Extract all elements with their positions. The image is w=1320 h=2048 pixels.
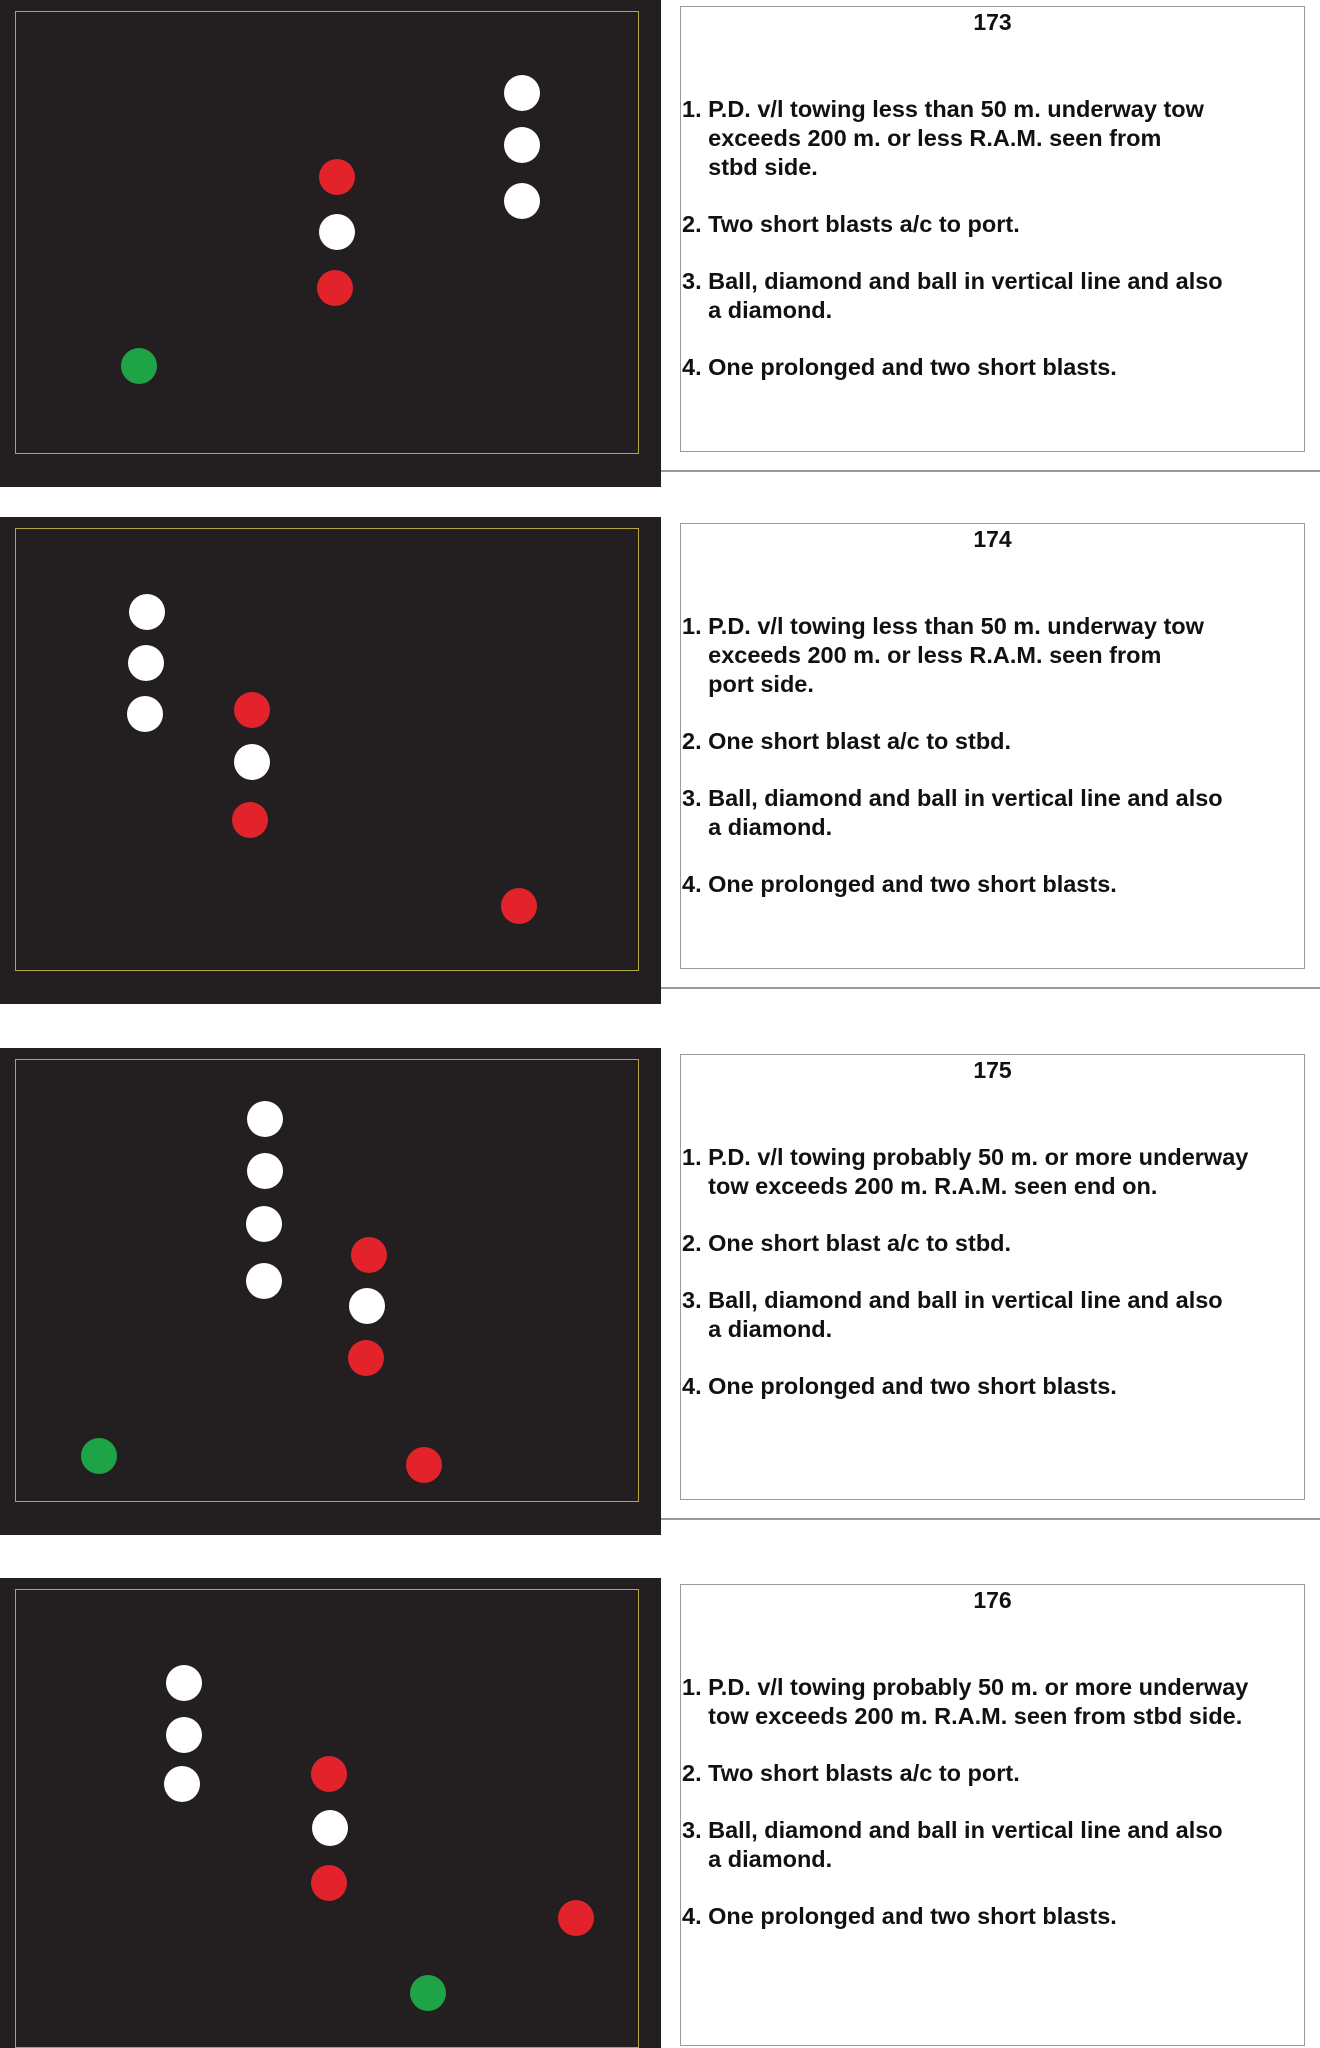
answer-panel xyxy=(680,523,1305,969)
night-scene xyxy=(0,0,661,487)
question-number: 176 xyxy=(973,1587,1012,1613)
all-round-light xyxy=(348,1340,384,1376)
answer-item xyxy=(682,870,1302,899)
answer-number: 1. xyxy=(682,1674,709,1700)
answer-item xyxy=(682,612,1302,699)
answer-text: P.D. v/l towing probably 50 m. or more underway tow exceeds 200 m. R.A.M. seen from stbd side. xyxy=(708,1674,1249,1729)
all-round-light xyxy=(351,1237,387,1273)
answer-number: 2. xyxy=(682,1230,709,1256)
answer-text: One short blast a/c to stbd. xyxy=(708,1230,1012,1256)
answer-text: Ball, diamond and ball in vertical line and also a diamond. xyxy=(708,1817,1223,1872)
divider-line xyxy=(661,1518,1320,1520)
scene-frame xyxy=(15,528,639,971)
all-round-light xyxy=(311,1865,347,1901)
night-scene xyxy=(0,517,661,1004)
answer-number: 3. xyxy=(682,268,709,294)
answer-item xyxy=(682,1816,1302,1874)
night-scene xyxy=(0,1048,661,1535)
answer-item xyxy=(682,784,1302,842)
answer-panel xyxy=(680,1054,1305,1500)
all-round-light xyxy=(234,744,270,780)
all-round-light xyxy=(234,692,270,728)
answer-text: One prolonged and two short blasts. xyxy=(708,354,1117,380)
card-175 xyxy=(0,1048,1320,1535)
answer-number: 3. xyxy=(682,785,709,811)
answer-item xyxy=(682,267,1302,325)
all-round-light xyxy=(319,214,355,250)
answer-number: 4. xyxy=(682,1903,709,1929)
answer-number: 4. xyxy=(682,354,709,380)
question-number: 174 xyxy=(973,526,1012,552)
answer-number: 2. xyxy=(682,1760,709,1786)
answer-item xyxy=(682,95,1302,182)
answer-item xyxy=(682,1759,1302,1788)
answer-text: Ball, diamond and ball in vertical line and also a diamond. xyxy=(708,1287,1223,1342)
masthead-light xyxy=(246,1263,282,1299)
answer-text: Two short blasts a/c to port. xyxy=(708,1760,1020,1786)
masthead-light xyxy=(127,696,163,732)
answer-item xyxy=(682,1286,1302,1344)
night-scene xyxy=(0,1578,661,2048)
answer-list xyxy=(682,1673,1302,1959)
answer-number: 4. xyxy=(682,871,709,897)
answer-item xyxy=(682,1673,1302,1731)
all-round-light xyxy=(312,1810,348,1846)
masthead-light xyxy=(247,1101,283,1137)
masthead-light xyxy=(164,1766,200,1802)
answer-number: 4. xyxy=(682,1373,709,1399)
answer-item xyxy=(682,1229,1302,1258)
divider-line xyxy=(661,470,1320,472)
answer-list xyxy=(682,95,1302,410)
all-round-light xyxy=(349,1288,385,1324)
sidelight xyxy=(501,888,537,924)
answer-number: 1. xyxy=(682,1144,709,1170)
answer-text: One prolonged and two short blasts. xyxy=(708,871,1117,897)
sidelight xyxy=(558,1900,594,1936)
sidelight xyxy=(410,1975,446,2011)
answer-item xyxy=(682,1143,1302,1201)
masthead-light xyxy=(247,1153,283,1189)
answer-text: One prolonged and two short blasts. xyxy=(708,1373,1117,1399)
answer-item xyxy=(682,1372,1302,1401)
question-number: 173 xyxy=(973,9,1012,35)
answer-number: 2. xyxy=(682,211,709,237)
answer-text: Ball, diamond and ball in vertical line and also a diamond. xyxy=(708,785,1223,840)
answer-panel xyxy=(680,1584,1305,2046)
answer-item xyxy=(682,353,1302,382)
all-round-light xyxy=(317,270,353,306)
answer-text: P.D. v/l towing probably 50 m. or more underway tow exceeds 200 m. R.A.M. seen end on. xyxy=(708,1144,1249,1199)
answer-item xyxy=(682,210,1302,239)
card-173 xyxy=(0,0,1320,487)
answer-list xyxy=(682,612,1302,927)
masthead-light xyxy=(504,127,540,163)
answer-number: 3. xyxy=(682,1287,709,1313)
divider-line xyxy=(661,987,1320,989)
masthead-light xyxy=(128,645,164,681)
card-176 xyxy=(0,1578,1320,2048)
answer-item xyxy=(682,727,1302,756)
masthead-light xyxy=(246,1206,282,1242)
answer-number: 1. xyxy=(682,613,709,639)
answer-number: 1. xyxy=(682,96,709,122)
answer-number: 3. xyxy=(682,1817,709,1843)
all-round-light xyxy=(311,1756,347,1792)
masthead-light xyxy=(166,1717,202,1753)
masthead-light xyxy=(504,183,540,219)
answer-text: One short blast a/c to stbd. xyxy=(708,728,1012,754)
masthead-light xyxy=(504,75,540,111)
sidelight xyxy=(406,1447,442,1483)
sidelight xyxy=(121,348,157,384)
sidelight xyxy=(81,1438,117,1474)
masthead-light xyxy=(129,594,165,630)
answer-list xyxy=(682,1143,1302,1429)
masthead-light xyxy=(166,1665,202,1701)
answer-text: P.D. v/l towing less than 50 m. underway tow exceeds 200 m. or less R.A.M. seen from port side. xyxy=(708,613,1204,697)
all-round-light xyxy=(232,802,268,838)
card-174 xyxy=(0,517,1320,1004)
answer-panel xyxy=(680,6,1305,452)
answer-number: 2. xyxy=(682,728,709,754)
answer-text: One prolonged and two short blasts. xyxy=(708,1903,1117,1929)
scene-frame xyxy=(15,1059,639,1502)
question-number: 175 xyxy=(973,1057,1012,1083)
answer-item xyxy=(682,1902,1302,1931)
answer-text: Ball, diamond and ball in vertical line and also a diamond. xyxy=(708,268,1223,323)
all-round-light xyxy=(319,159,355,195)
answer-text: Two short blasts a/c to port. xyxy=(708,211,1020,237)
answer-text: P.D. v/l towing less than 50 m. underway tow exceeds 200 m. or less R.A.M. seen from stbd side. xyxy=(708,96,1204,180)
